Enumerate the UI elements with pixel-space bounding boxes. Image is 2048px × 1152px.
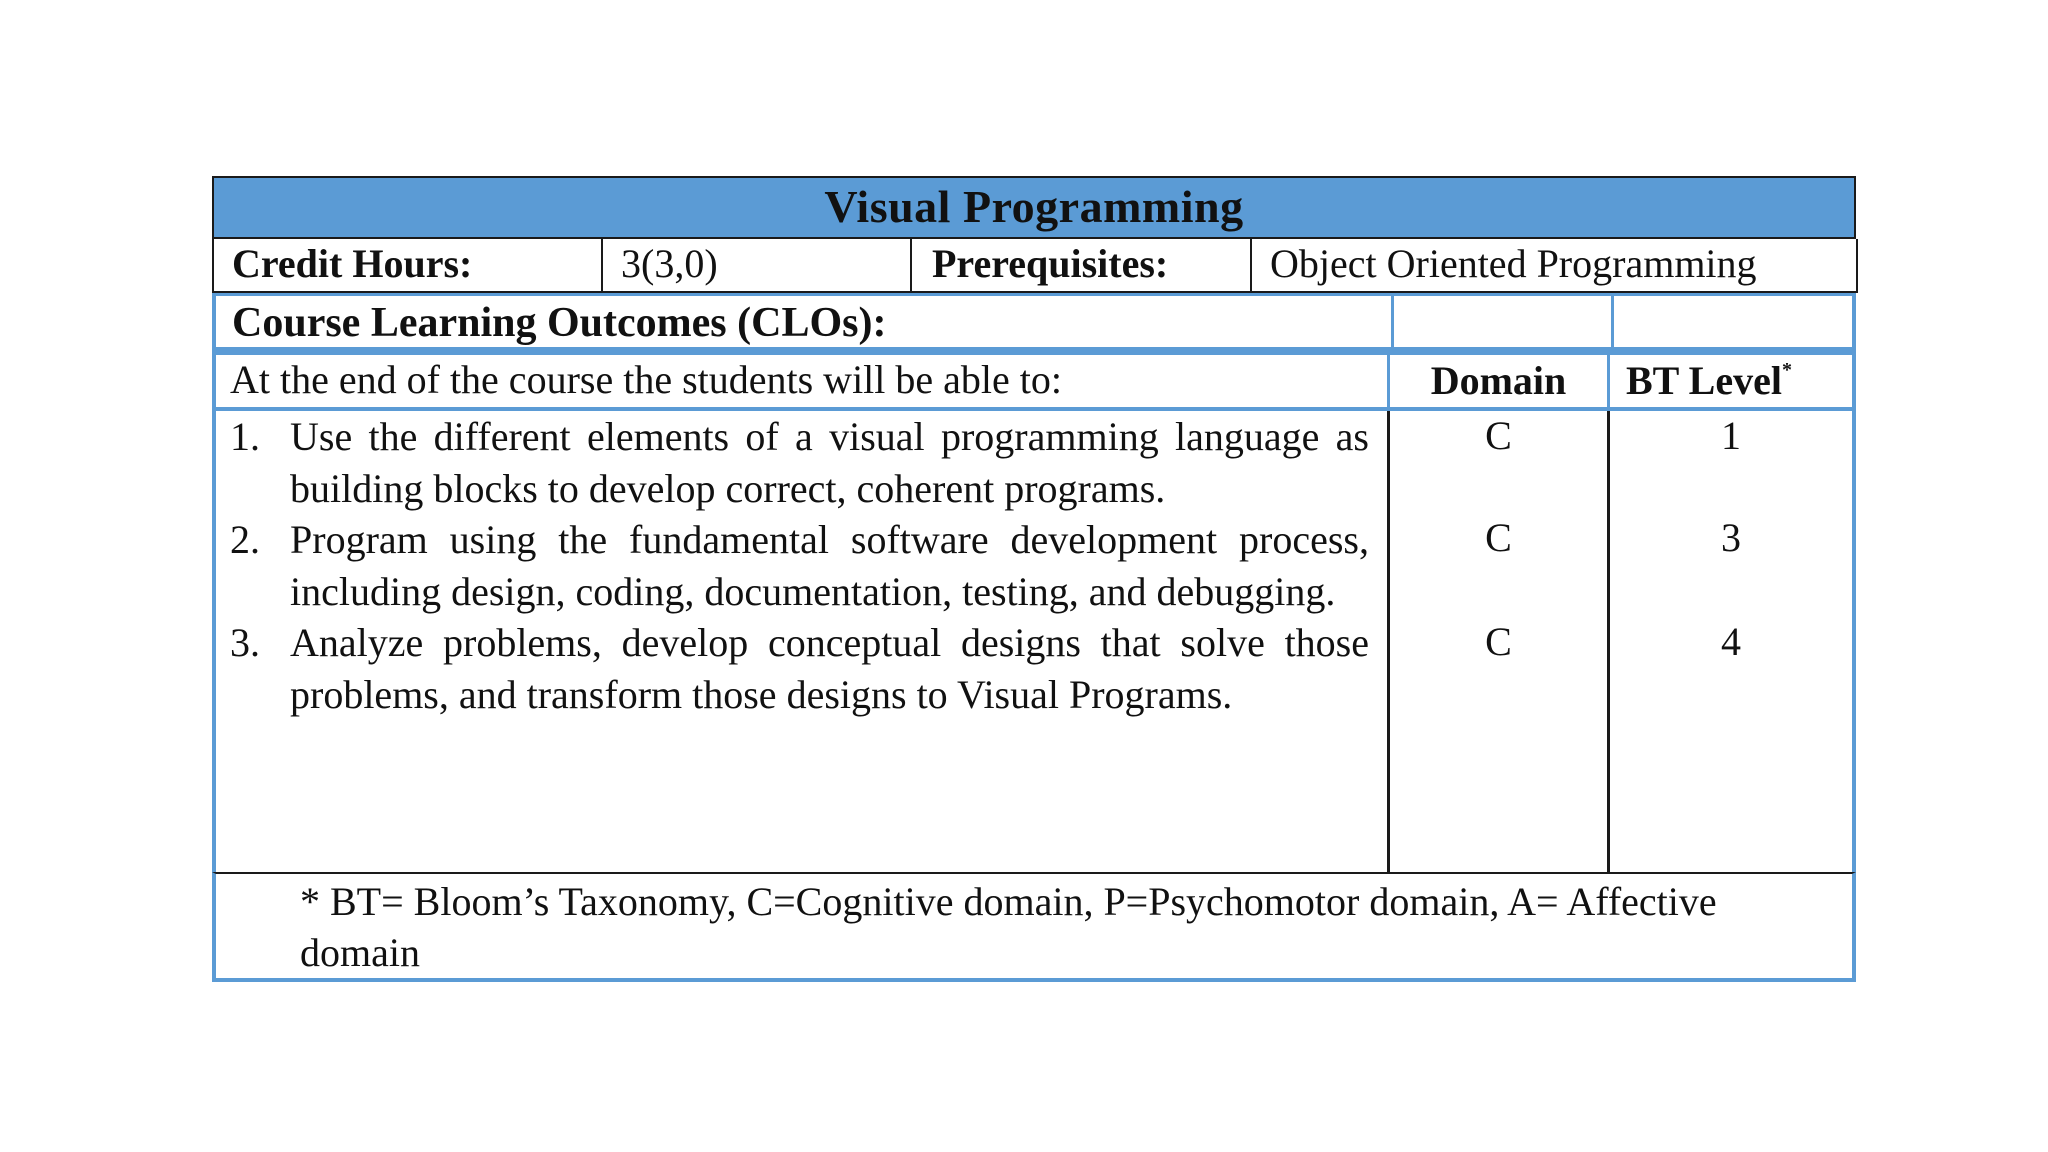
clo-bt-level-value: 4 bbox=[1721, 619, 1741, 664]
clo-heading-empty-bt bbox=[1614, 296, 1854, 347]
prerequisites-value: Object Oriented Programming bbox=[1270, 241, 1757, 286]
clo-bt-level-value: 3 bbox=[1721, 515, 1741, 560]
bt-footnote: * BT= Bloom’s Taxonomy, C=Cognitive domain, P=Psychomotor domain, A= Affective domain bbox=[300, 879, 1717, 975]
clo-subheader-row bbox=[212, 351, 1856, 407]
domain-column bbox=[1390, 411, 1610, 872]
clo-text: Program using the fundamental software development process, including design, coding, documentation, testing, and debugging. bbox=[290, 517, 1369, 614]
clo-domain-value: C bbox=[1485, 515, 1512, 560]
course-title: Visual Programming bbox=[212, 176, 1856, 239]
clo-domain-value: C bbox=[1485, 413, 1512, 458]
clo-body bbox=[212, 407, 1856, 872]
credit-hours-value: 3(3,0) bbox=[603, 239, 912, 291]
clo-item bbox=[230, 617, 1369, 720]
clo-domain-value: C bbox=[1485, 619, 1512, 664]
bt-level-column bbox=[1610, 411, 1852, 872]
clo-bt-level-value: 1 bbox=[1721, 413, 1741, 458]
clo-item bbox=[230, 514, 1369, 617]
clo-list bbox=[216, 411, 1390, 872]
bt-level-footnote-marker: * bbox=[1781, 359, 1792, 381]
bt-level-header-text: BT Level bbox=[1626, 358, 1782, 403]
course-spec-table bbox=[212, 176, 1856, 982]
footnote-row bbox=[212, 872, 1856, 982]
prerequisites-label: Prerequisites: bbox=[912, 239, 1252, 291]
credit-row bbox=[212, 239, 1858, 293]
clo-heading: Course Learning Outcomes (CLOs): bbox=[216, 296, 1394, 347]
clo-item bbox=[230, 411, 1369, 514]
clo-intro: At the end of the course the students will be able to: bbox=[216, 355, 1390, 407]
clo-text: Use the different elements of a visual programming language as building blocks to develop correct, coherent programs. bbox=[290, 414, 1369, 511]
clo-text: Analyze problems, develop conceptual designs that solve those problems, and transform those designs to Visual Programs. bbox=[290, 620, 1369, 717]
bt-level-header bbox=[1610, 355, 1850, 407]
clo-number: 1. bbox=[230, 414, 260, 459]
domain-header: Domain bbox=[1390, 355, 1610, 407]
clo-heading-row bbox=[212, 293, 1856, 351]
clo-number: 3. bbox=[230, 620, 260, 665]
credit-hours-label: Credit Hours: bbox=[214, 239, 603, 291]
clo-heading-empty-domain bbox=[1394, 296, 1614, 347]
clo-number: 2. bbox=[230, 517, 260, 562]
